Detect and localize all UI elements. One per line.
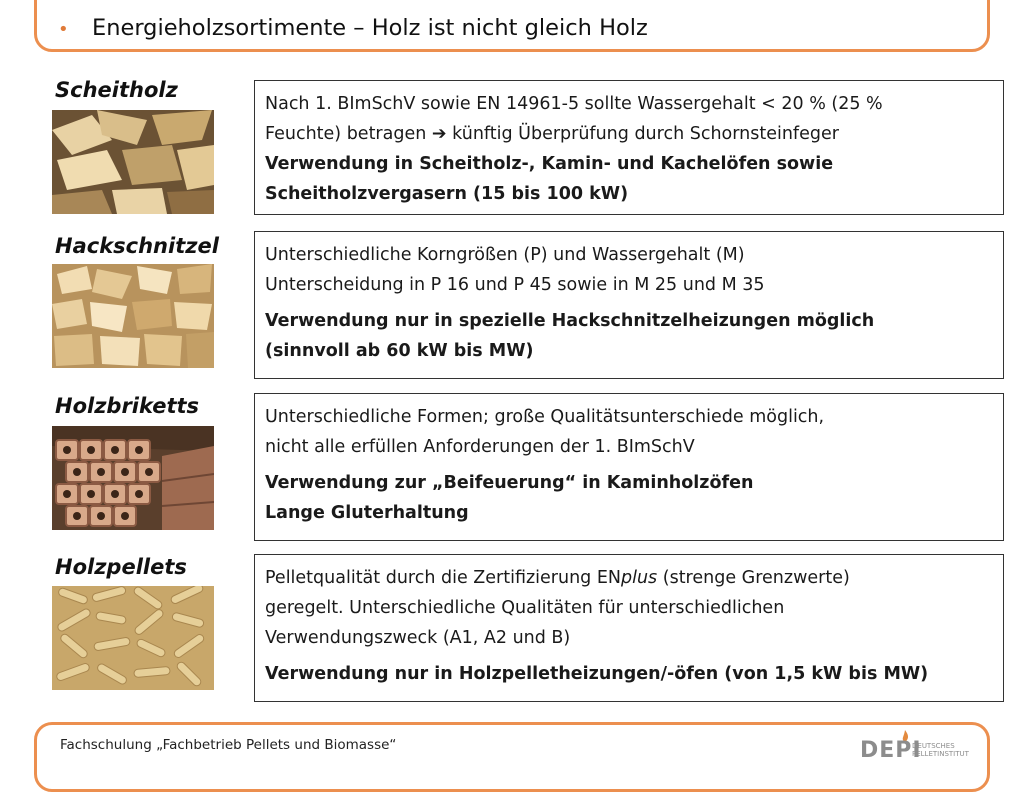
page-title: Energieholzsortimente – Holz ist nicht gleich Holz [92, 15, 648, 41]
text-line: Verwendungszweck (A1, A2 und B) [265, 628, 571, 648]
text-line: geregelt. Unterschiedliche Qualitäten für unterschiedlichen [265, 598, 785, 618]
depi-logo [860, 730, 970, 766]
text-segment: Feuchte) betragen [265, 124, 432, 144]
logo-wordmark: DEPI [860, 738, 922, 763]
firewood-photo [52, 110, 214, 214]
usage-line: Scheitholzvergasern (15 bis 100 kW) [265, 184, 629, 204]
text-segment: (strenge Grenzwerte) [657, 568, 850, 588]
section-label-hackschnitzel: Hackschnitzel [55, 234, 219, 258]
text-line: Nach 1. BImSchV sowie EN 14961-5 sollte Wassergehalt < 20 % (25 % [265, 94, 883, 114]
usage-line: Verwendung nur in Holzpelletheizungen/-öfen (von 1,5 kW bis MW) [265, 664, 929, 684]
text-segment: Pelletqualität durch die Zertifizierung EN [265, 568, 621, 588]
info-box-scheitholz [254, 80, 1004, 215]
text-line [265, 119, 993, 149]
text-line [265, 563, 993, 593]
usage-line: Verwendung nur in spezielle Hackschnitzelheizungen möglich [265, 311, 875, 331]
text-line: Unterscheidung in P 16 und P 45 sowie in M 25 und M 35 [265, 275, 765, 295]
footer-text: Fachschulung „Fachbetrieb Pellets und Biomasse“ [60, 737, 397, 753]
wood-chips-photo [52, 264, 214, 368]
logo-subtitle-line: PELLETINSTITUT [912, 750, 969, 758]
pellets-photo [52, 586, 214, 690]
section-label-holzpellets: Holzpellets [55, 555, 187, 579]
logo-subtitle [912, 742, 969, 758]
text-line: Unterschiedliche Formen; große Qualitätsunterschiede möglich, [265, 407, 825, 427]
logo-subtitle-line: DEUTSCHES [912, 742, 955, 750]
usage-line: Verwendung zur „Beifeuerung“ in Kaminholzöfen [265, 473, 754, 493]
text-line: nicht alle erfüllen Anforderungen der 1. BImSchV [265, 437, 695, 457]
section-label-scheitholz: Scheitholz [55, 78, 178, 102]
text-line: Unterschiedliche Korngrößen (P) und Wassergehalt (M) [265, 245, 745, 265]
info-box-holzpellets [254, 554, 1004, 702]
usage-line: Verwendung in Scheitholz-, Kamin- und Kachelöfen sowie [265, 154, 834, 174]
title-bullet: • [58, 19, 69, 40]
briquettes-photo [52, 426, 214, 530]
arrow-right-icon: ➔ [431, 124, 447, 144]
usage-line: (sinnvoll ab 60 kW bis MW) [265, 341, 534, 361]
footer-frame [34, 722, 990, 792]
text-segment: künftig Überprüfung durch Schornsteinfeger [446, 124, 839, 144]
text-segment-italic: plus [621, 568, 658, 588]
usage-line: Lange Gluterhaltung [265, 503, 469, 523]
info-box-holzbriketts [254, 393, 1004, 541]
info-box-hackschnitzel [254, 231, 1004, 379]
section-label-holzbriketts: Holzbriketts [55, 394, 200, 418]
